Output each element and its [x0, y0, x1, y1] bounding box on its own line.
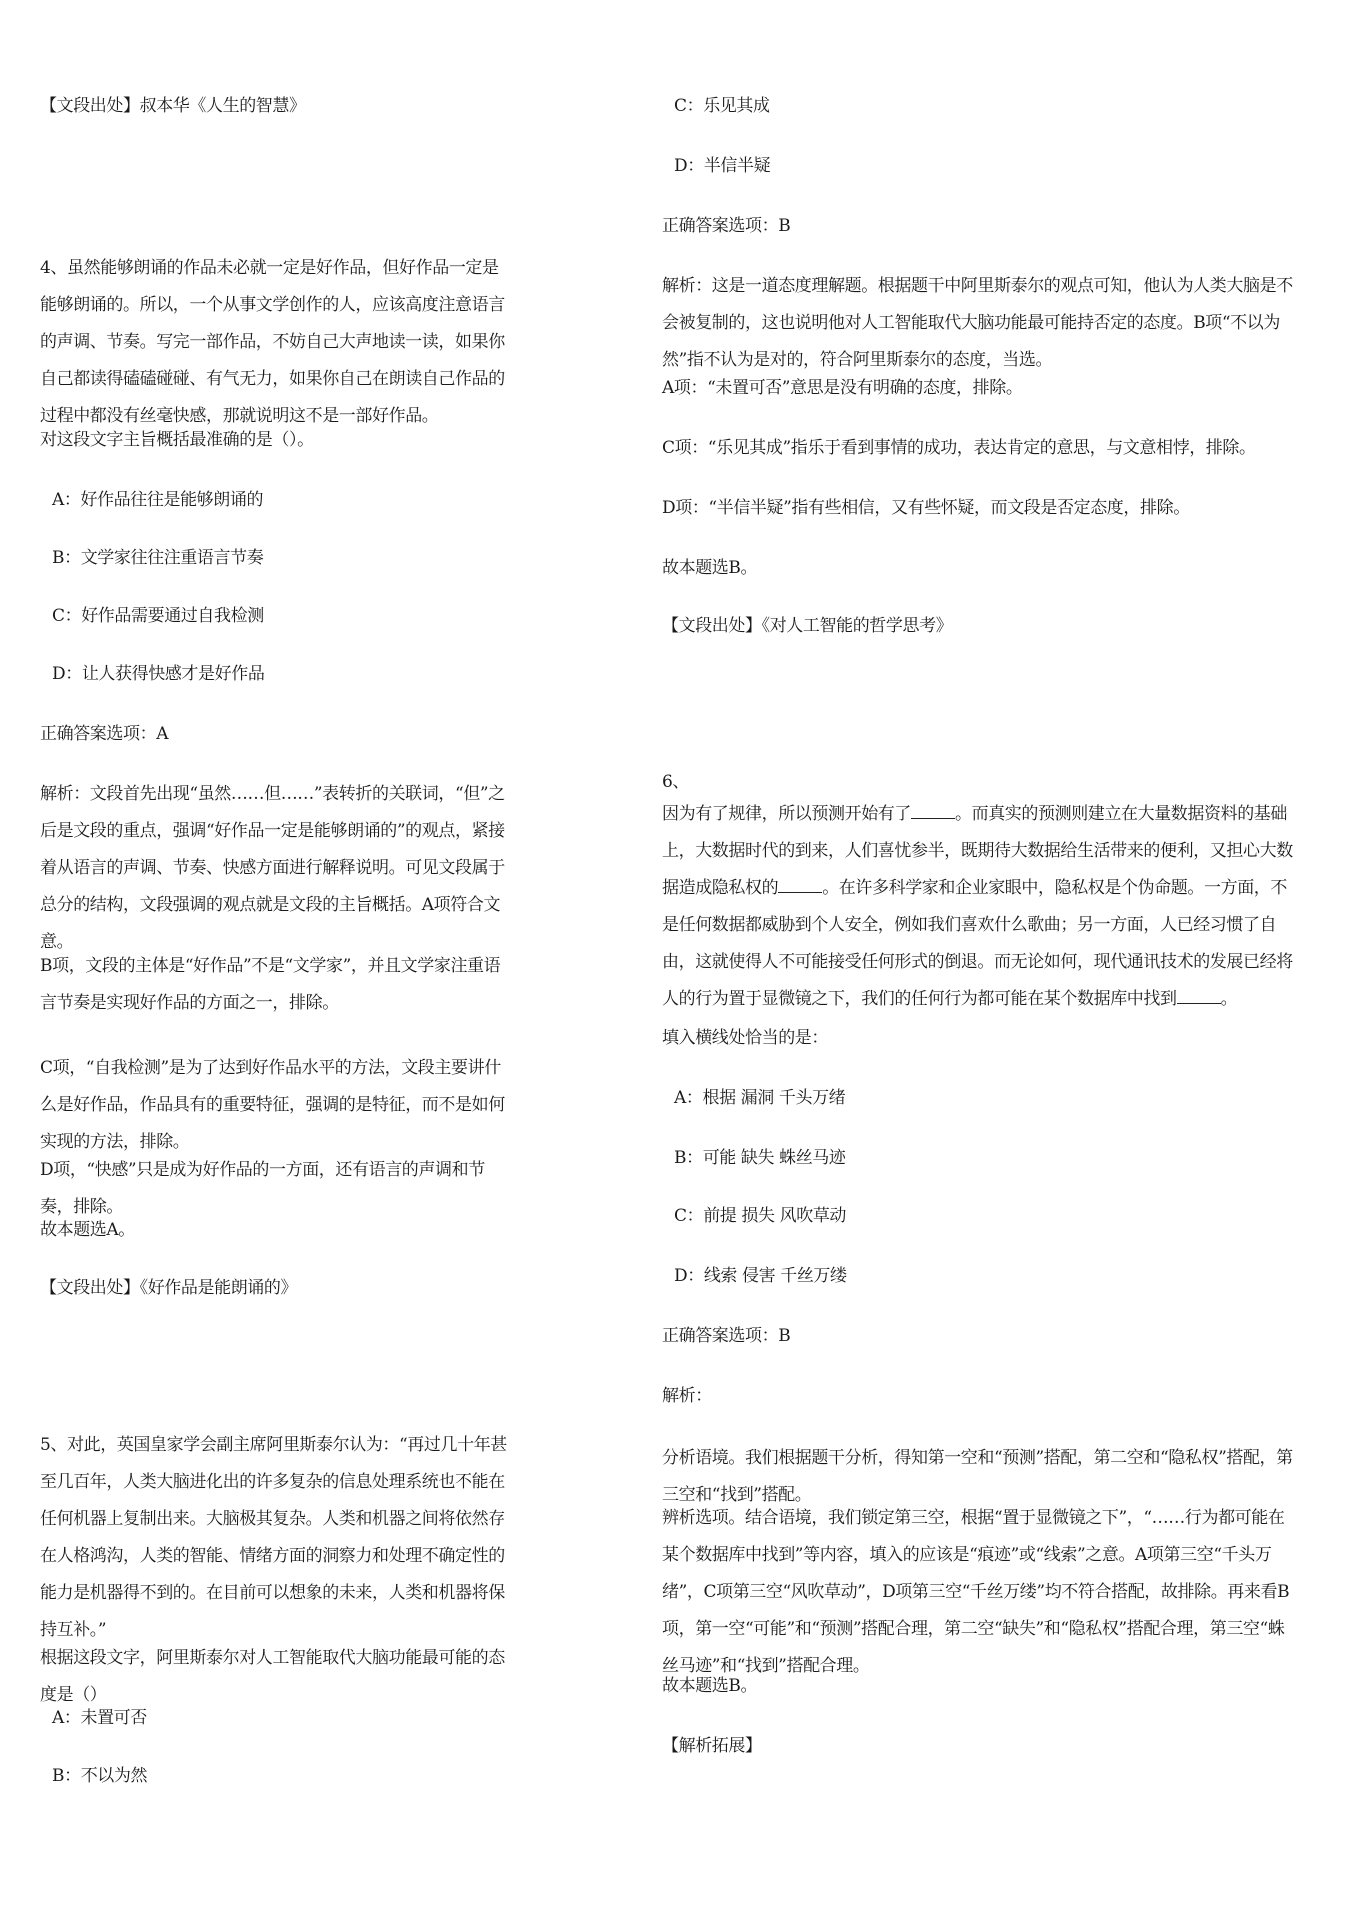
- q4-option-c: C：好作品需要通过自我检测: [52, 606, 264, 626]
- q6-stem: [662, 796, 1300, 1018]
- q6-question: 填入横线处恰当的是：: [662, 1028, 828, 1048]
- q6-blank-2: [778, 878, 822, 893]
- q6-number: 6、: [662, 772, 690, 792]
- q6-analysis-1: 分析语境。我们根据题干分析，得知第一空和“预测”搭配，第二空和“隐私权”搭配，第三空和“找到”搭配。: [662, 1448, 1293, 1505]
- q5-analysis: 解析：这是一道态度理解题。根据题干中阿里斯泰尔的观点可知，他认为人类大脑是不会被复制的，这也说明他对人工智能取代大脑功能最可能持否定的态度。B项“不以为然”指不认为是对的，符合阿里斯泰尔的态度，当选。: [662, 276, 1293, 370]
- q4-option-d: D：让人获得快感才是好作品: [52, 664, 265, 684]
- q6-stem-part-3: 。在许多科学家和企业家眼中，隐私权是个伪命题。一方面，不是任何数据都威胁到个人安全，例如我们喜欢什么歌曲；另一方面，人已经习惯了自由，这就使得人不可能接受任何形式的倒退。而无论如何，现代通讯技术的发展已经将人的行为置于显微镜之下，我们的任何行为都可能在某个数据库中找到: [662, 878, 1293, 1009]
- q4-question: 对这段文字主旨概括最准确的是（）。: [40, 430, 314, 450]
- q4-analysis: 解析：文段首先出现“虽然……但……”表转折的关联词，“但”之后是文段的重点，强调“好作品一定是能够朗诵的”的观点，紧接着从语言的声调、节奏、快感方面进行解释说明。可见文段属于总分的结构，文段强调的观点就是文段的主旨概括。A项符合文意。: [40, 784, 505, 952]
- q6-analysis-label: 解析：: [662, 1386, 712, 1406]
- q5-conclusion: 故本题选B。: [662, 558, 758, 578]
- q4-conclusion: 故本题选A。: [40, 1220, 135, 1240]
- q5-question: 根据这段文字，阿里斯泰尔对人工智能取代大脑功能最可能的态度是（）: [40, 1648, 505, 1705]
- q5-option-a: A：未置可否: [52, 1708, 147, 1728]
- q6-stem-part-4: 。: [1220, 989, 1238, 1009]
- q4-option-a: A：好作品往往是能够朗诵的: [52, 490, 264, 510]
- source-q3: 【文段出处】叔本华《人生的智慧》: [40, 96, 306, 116]
- q6-option-c: C：前提 损失 风吹草动: [674, 1206, 847, 1226]
- q6-analysis-2: 辨析选项。结合语境，我们锁定第三空，根据“置于显微镜之下”，“……行为都可能在某个数据库中找到”等内容，填入的应该是“痕迹”或“线索”之意。A项第三空“千头万绪”，C项第三空“风吹草动”，D项第三空“千丝万缕”均不符合搭配，故排除。再来看B项，第一空“可能”和“预测”搭配合理，第二空“缺失”和“隐私权”搭配合理，第三空“蛛丝马迹”和“找到”搭配合理。: [662, 1508, 1290, 1676]
- right-column: [662, 0, 1302, 1924]
- q5-d-note: D项：“半信半疑”指有些相信，又有些怀疑，而文段是否定态度，排除。: [662, 498, 1190, 518]
- q4-d-note: D项，“快感”只是成为好作品的一方面，还有语言的声调和节奏，排除。: [40, 1160, 485, 1217]
- q4-stem: 4、虽然能够朗诵的作品未必就一定是好作品，但好作品一定是能够朗诵的。所以，一个从事文学创作的人，应该高度注意语言的声调、节奏。写完一部作品，不妨自己大声地读一读，如果你自己都读得磕磕碰碰、有气无力，如果你自己在朗读自己作品的过程中都没有丝毫快感，那就说明这不是一部好作品。: [40, 258, 505, 426]
- q4-option-b: B：文学家往往注重语言节奏: [52, 548, 264, 568]
- q6-stem-part-1: 因为有了规律，所以预测开始有了: [662, 804, 911, 824]
- q4-c-note: C项，“自我检测”是为了达到好作品水平的方法，文段主要讲什么是好作品，作品具有的重要特征，强调的是特征，而不是如何实现的方法，排除。: [40, 1058, 505, 1152]
- q6-option-d: D：线索 侵害 千丝万缕: [674, 1266, 847, 1286]
- q5-answer: 正确答案选项：B: [662, 216, 791, 236]
- q6-extension: 【解析拓展】: [662, 1736, 762, 1756]
- q6-option-a: A：根据 漏洞 千头万绪: [674, 1088, 846, 1108]
- q6-answer: 正确答案选项：B: [662, 1326, 791, 1346]
- q5-option-d: D：半信半疑: [674, 156, 771, 176]
- q5-stem: 5、对此，英国皇家学会副主席阿里斯泰尔认为：“再过几十年甚至几百年，人类大脑进化出的许多复杂的信息处理系统也不能在任何机器上复制出来。大脑极其复杂。人类和机器之间将依然存在人格鸿沟，人类的智能、情绪方面的洞察力和处理不确定性的能力是机器得不到的。在目前可以想象的未来，人类和机器将保持互补。”: [40, 1435, 507, 1640]
- q5-c-note: C项：“乐见其成”指乐于看到事情的成功，表达肯定的意思，与文意相悖，排除。: [662, 438, 1256, 458]
- q4-answer: 正确答案选项：A: [40, 724, 169, 744]
- q5-source: 【文段出处】《对人工智能的哲学思考》: [662, 616, 953, 636]
- q5-option-b: B：不以为然: [52, 1766, 148, 1786]
- q5-a-note: A项：“未置可否”意思是没有明确的态度，排除。: [662, 378, 1023, 398]
- q6-blank-3: [1177, 989, 1221, 1004]
- q4-b-note: B项，文段的主体是“好作品”不是“文学家”，并且文学家注重语言节奏是实现好作品的方面之一，排除。: [40, 956, 501, 1013]
- q6-stem-part-2: 。而真实的预测则建立在大量数据资料的基础上，大数据时代的到来，人们喜忧参半，既期待大数据给生活带来的便利，又担心大数据造成隐私权的: [662, 804, 1293, 898]
- q4-source: 【文段出处】《好作品是能朗诵的》: [40, 1278, 298, 1298]
- left-column: [40, 0, 510, 1924]
- q5-option-c: C：乐见其成: [674, 96, 770, 116]
- q6-blank-1: [911, 804, 955, 819]
- q6-option-b: B：可能 缺失 蛛丝马迹: [674, 1148, 846, 1168]
- q6-conclusion: 故本题选B。: [662, 1676, 758, 1696]
